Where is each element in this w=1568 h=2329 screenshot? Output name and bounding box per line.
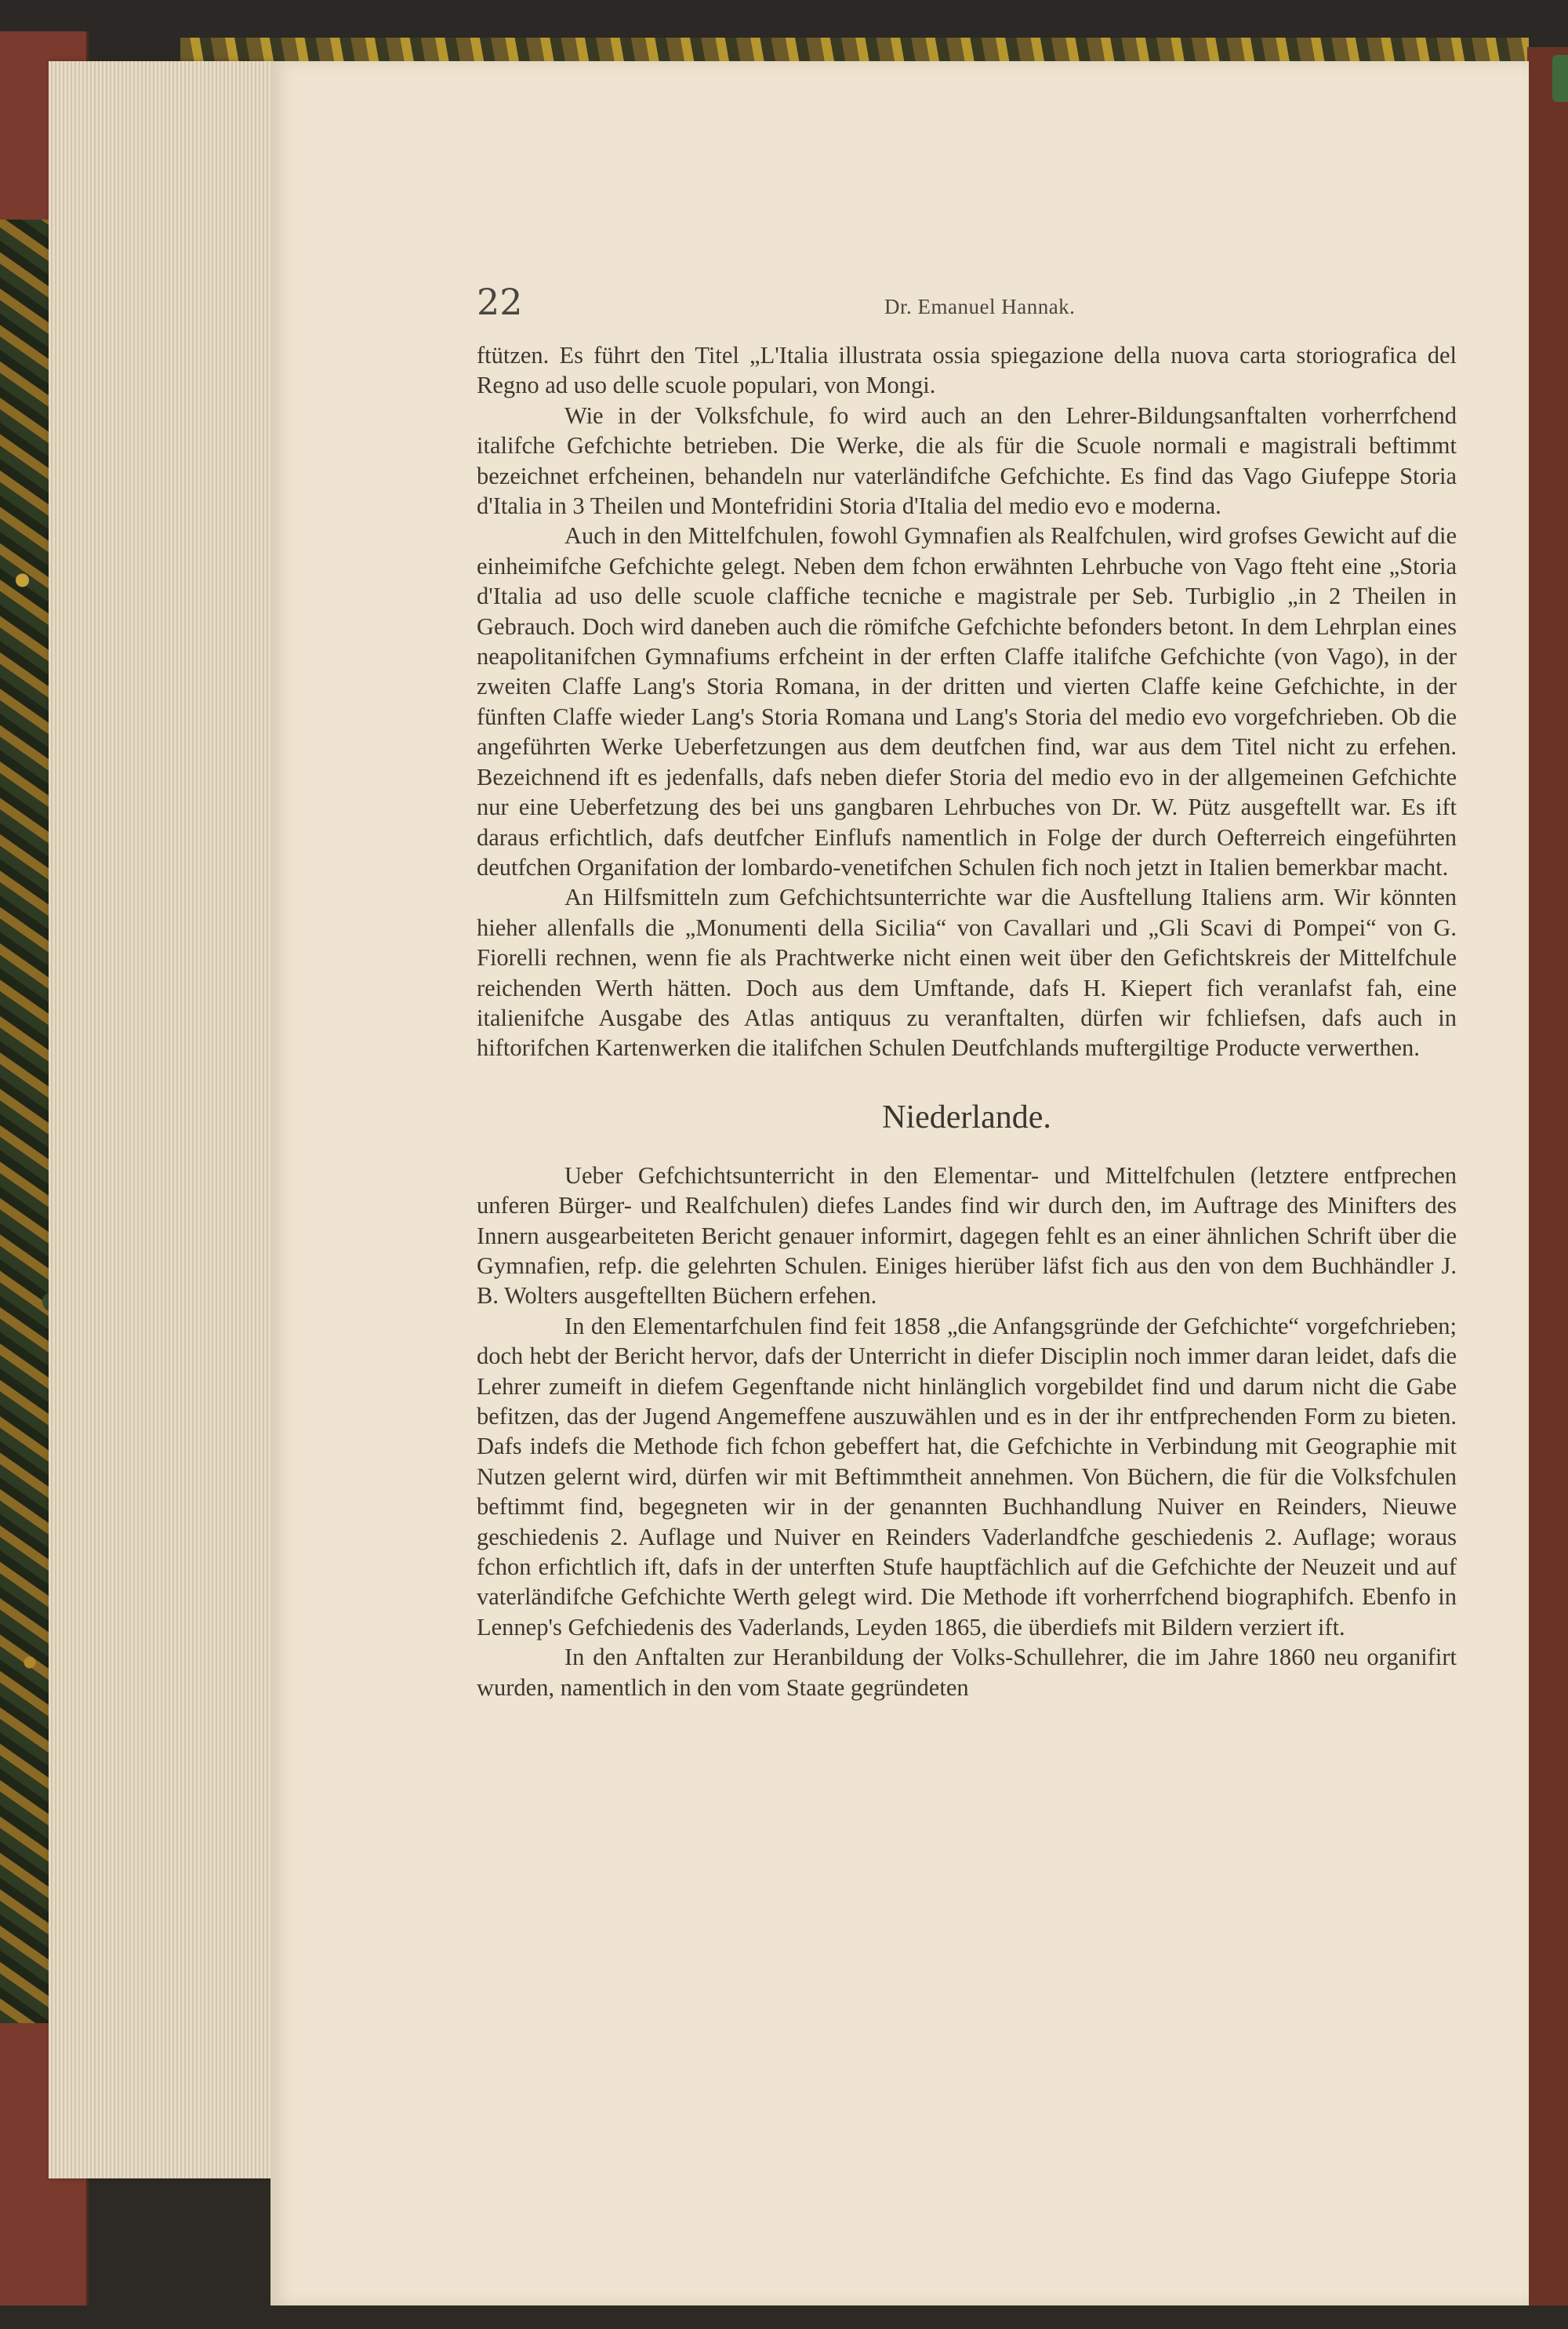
bookmark-ribbon [1552, 55, 1568, 102]
paragraph: Auch in den Mittelfchulen, fowohl Gymnafien als Realfchulen, wird grofses Gewicht auf die einheimifche Gefchichte gelegt. Neben dem fchon erwähnten Lehrbuche von Vago fteht eine „Storia d'Italia ad uso delle scuole claffiche tecniche e magistrale per Seb. Turbiglio „in 2 Theilen in Gebrauch. Doch wird daneben auch die römifche Gefchichte befonders betont. In dem Lehrplan eines neapolitanifchen Gymnafiums erfcheint in der erften Claffe italifche Gefchichte (von Vago), in der zweiten Claffe Lang's Storia Romana, in der dritten und vierten Claffe keine Gefchichte, in der fünften Claffe wieder Lang's Storia Romana und Lang's Storia del medio evo vorgefchrieben. Ob die angeführten Werke Ueberfetzungen aus dem deutfchen find, war aus dem Titel nicht zu erfehen. Bezeichnend ift es jedenfalls, dafs neben diefer Storia del medio evo in der allgemeinen Gefchichte nur eine Ueberfetzung des bei uns gangbaren Lehrbuches von Dr. W. Pütz ausgeftellt war. Es ift daraus erfichtlich, dafs deutfcher Einflufs namentlich in Folge der durch Oefterreich eingeführten deutfchen Organifation der lombardo-venetifchen Schulen fich noch jetzt in Italien bemerkbar macht. [477, 522, 1457, 881]
paragraph: In den Anftalten zur Heranbildung der Volks-Schullehrer, die im Jahre 1860 neu organifirt wurden, namentlich in den vom Staate gegründeten [477, 1644, 1457, 1701]
book-cover-right [1527, 47, 1568, 2305]
page-number: 22 [477, 281, 523, 323]
paragraph: Wie in der Volksfchule, fo wird auch an den Lehrer-Bildungsanftalten vorherrfchend italifche Gefchichte betrieben. Die Werke, die als für die Scuole normali e magistrali beftimmt bezeichnet erfcheinen, behandeln nur vaterländifche Gefchichte. Es find das Vago Giufeppe Storia d'Italia in 3 Theilen und Montefridini Storia d'Italia del medio evo e moderna. [477, 401, 1457, 520]
body-text [477, 340, 1457, 1702]
page-header [477, 281, 1386, 328]
book-page [270, 61, 1529, 2305]
paragraph: In den Elementarfchulen find feit 1858 „die Anfangsgründe der Gefchichte“ vorgefchrieben; doch hebt der Bericht hervor, dafs der Unterricht in diefer Disciplin noch immer daran leidet, dafs die Lehrer zumeift in diefem Gegenftande nicht hinlänglich vorgebildet find und darum nicht die Gabe befitzen, das der Jugend Angemeffene auszuwählen und es in der ihr entfprechenden Form zu bieten. Dafs indefs die Methode fich fchon gebeffert hat, die Gefchichte in Verbindung mit Geographie mit Nutzen gelernt wird, dürfen wir mit Beftimmtheit annehmen. Von Büchern, die für die Volksfchulen beftimmt find, begegneten wir in der genannten Buchhandlung Nuiver en Reinders, Nieuwe geschiedenis 2. Auflage und Nuiver en Reinders Vaderlandfche geschiedenis 2. Auflage; woraus fchon erfichtlich ift, dafs in der unterften Stufe hauptfächlich auf die Gefchichte der Neuzeit und auf vaterländifche Gefchichte Werth gelegt wird. Die Methode ift vorherrfchend biographifch. Ebenfo in Lennep's Gefchiedenis des Vaderlands, Leyden 1865, die überdiefs mit Bildern verziert ift. [477, 1312, 1457, 1640]
marbled-top-edge [180, 38, 1529, 64]
page-stack-edge [49, 61, 276, 2178]
running-head: Dr. Emanuel Hannak. [884, 295, 1076, 318]
paragraph: An Hilfsmitteln zum Gefchichtsunterrichte war die Ausftellung Italiens arm. Wir könnten hieher allenfalls die „Monumenti della Sicilia“ von Cavallari und „Gli Scavi di Pompei“ von G. Fiorelli rechnen, wenn fie als Prachtwerke nicht einen weit über den Gefichtskreis der Mittelfchule reichenden Werth hätten. Doch aus dem Umftande, dafs H. Kiepert fich veranlafst fah, eine italienifche Ausgabe des Atlas antiquus zu veranftalten, dürfen wir fchliefsen, dafs auch in hiftorifchen Kartenwerken die italifchen Schulen Deutfchlands muftergiltige Producte verwerthen. [477, 884, 1457, 1062]
section-heading: Niederlande. [882, 1099, 1051, 1135]
paragraph: ftützen. Es führt den Titel „L'Italia illustrata ossia spiegazione della nuova carta storiografica del Regno ad uso delle scuole populari, von Mongi. [477, 342, 1457, 399]
paragraph: Ueber Gefchichtsunterricht in den Elementar- und Mittelfchulen (letztere entfprechen unferen Bürger- und Realfchulen) diefes Landes find wir durch den, im Auftrage des Minifters des Innern ausgearbeiteten Bericht genauer informirt, dagegen fehlt es an einer ähnlichen Schrift über die Gymnafien, refp. die gelehrten Schulen. Einiges hierüber läfst fich aus den von dem Buchhändler J. B. Wolters ausgeftellten Büchern erfehen. [477, 1161, 1457, 1310]
